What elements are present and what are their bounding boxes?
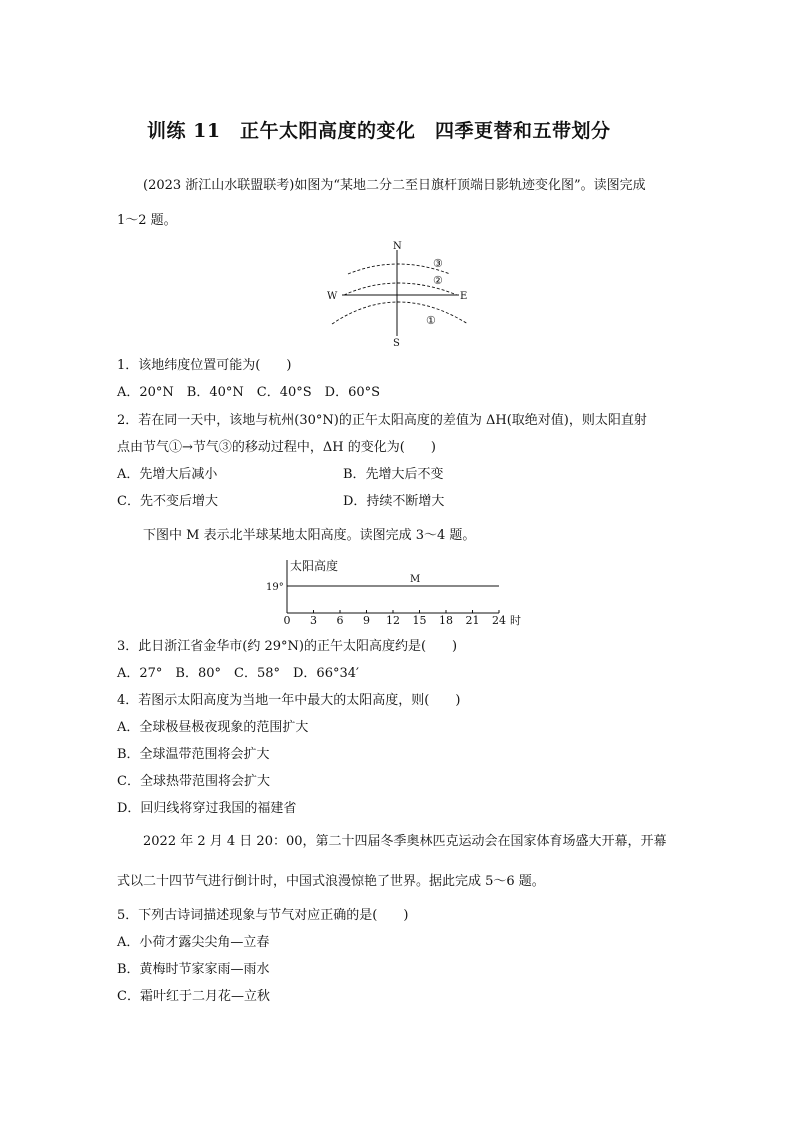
intro-2: 下图中 M 表示北半球某地太阳高度。读图完成 3～4 题。 — [143, 528, 476, 543]
x-tick-label: 9 — [363, 614, 370, 627]
question-1-options: A．20°N B．40°N C．40°S D．60°S — [117, 385, 381, 400]
east-label: E — [460, 291, 468, 302]
question-2-option-a: A．先增大后减小 — [117, 467, 218, 482]
question-3-options: A．27° B．80° C．58° D．66°34′ — [117, 666, 359, 681]
intro-1-line-1: (2023 浙江山水联盟联考)如图为“某地二分二至日旗杆顶端日影轨迹变化图”。读图完成 — [143, 178, 646, 193]
question-2-stem-line-2: 点由节气①→节气③的移动过程中，ΔH 的变化为( ) — [117, 440, 436, 455]
question-5-stem: 5．下列古诗词描述现象与节气对应正确的是( ) — [117, 908, 409, 923]
y-value-label: 19° — [266, 582, 284, 593]
x-tick-label: 21 — [465, 614, 480, 627]
x-tick-label: 3 — [310, 614, 317, 627]
x-unit-label: 时 — [510, 614, 521, 627]
y-axis-label: 太阳高度 — [290, 559, 339, 573]
question-1-stem: 1．该地纬度位置可能为( ) — [117, 358, 292, 373]
west-label: W — [327, 291, 338, 302]
series-m-label: M — [410, 574, 421, 585]
question-4-stem: 4．若图示太阳高度为当地一年中最大的太阳高度，则( ) — [117, 693, 461, 708]
curve-3-label: ③ — [433, 257, 443, 270]
question-4-option-a: A．全球极昼极夜现象的范围扩大 — [117, 720, 309, 735]
question-2-option-b: B．先增大后不变 — [343, 467, 444, 482]
intro-3-line-1: 2022 年 2 月 4 日 20：00，第二十四届冬季奥林匹克运动会在国家体育场盛大开幕，开幕 — [143, 834, 667, 849]
shadow-trajectory-figure — [318, 238, 478, 348]
curve-2-label: ② — [433, 274, 443, 287]
x-tick-label: 12 — [386, 614, 400, 627]
intro-1-line-2: 1～2 题。 — [117, 213, 177, 228]
north-label: N — [393, 241, 402, 252]
question-2-option-c: C．先不变后增大 — [117, 494, 218, 509]
question-5-option-a: A．小荷才露尖尖角—立春 — [117, 935, 270, 950]
solar-altitude-figure — [262, 556, 532, 628]
curve-1-label: ① — [426, 314, 436, 327]
question-2-stem-line-1: 2．若在同一天中，该地与杭州(30°N)的正午太阳高度的差值为 ΔH(取绝对值)，则太阳直射 — [117, 413, 647, 428]
x-tick-label: 6 — [336, 614, 344, 627]
trajectory-curve-1 — [332, 302, 468, 324]
question-5-option-c: C．霜叶红于二月花—立秋 — [117, 989, 270, 1004]
page-title: 训练 11 正午太阳高度的变化 四季更替和五带划分 — [147, 120, 611, 142]
question-4-option-d: D．回归线将穿过我国的福建省 — [117, 801, 297, 816]
question-4-option-b: B．全球温带范围将会扩大 — [117, 747, 270, 762]
x-tick-label: 0 — [283, 614, 291, 627]
question-3-stem: 3．此日浙江省金华市(约 29°N)的正午太阳高度约是( ) — [117, 639, 458, 654]
x-tick-label: 15 — [412, 614, 427, 627]
x-tick-label: 24 — [492, 614, 506, 627]
question-2-option-d: D．持续不断增大 — [343, 494, 445, 509]
question-4-option-c: C．全球热带范围将会扩大 — [117, 774, 270, 789]
intro-3-line-2: 式以二十四节气进行倒计时，中国式浪漫惊艳了世界。据此完成 5～6 题。 — [117, 874, 545, 889]
x-tick-label: 18 — [439, 614, 453, 627]
question-5-option-b: B．黄梅时节家家雨—雨水 — [117, 962, 270, 977]
south-label: S — [393, 338, 400, 348]
